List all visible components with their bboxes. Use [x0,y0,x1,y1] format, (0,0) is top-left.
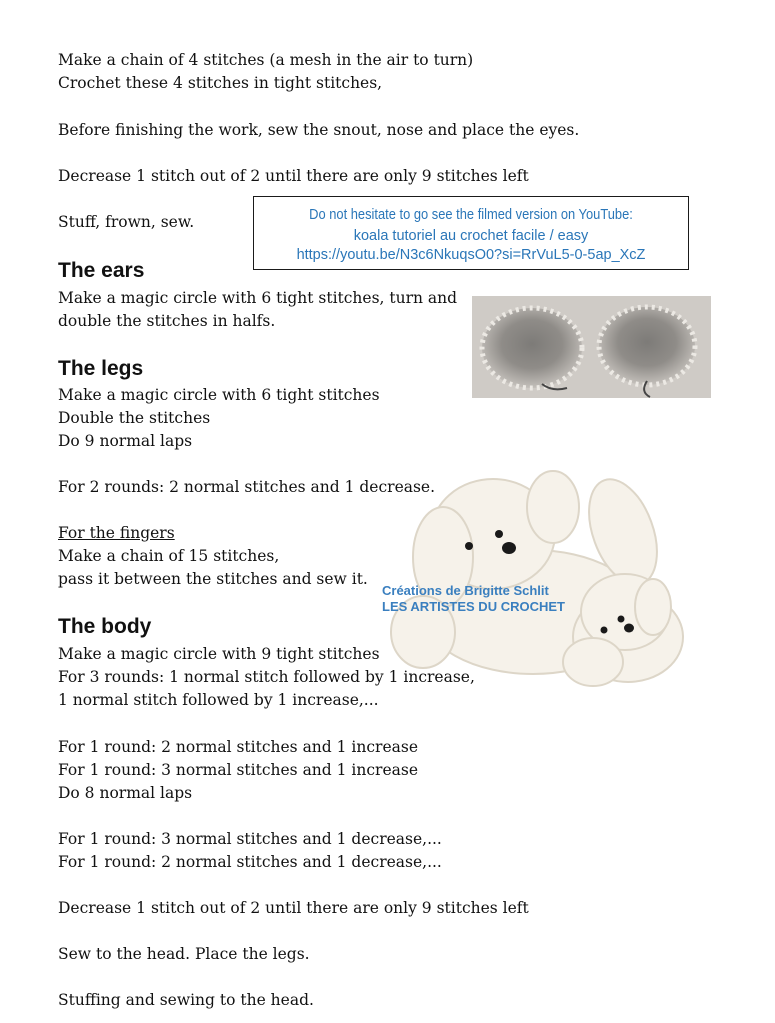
text-line: Stuff, frown, sew. [58,213,195,231]
text-line: Sew to the head. Place the legs. [58,945,310,963]
text-line: Stuffing and sewing to the head. [58,991,314,1009]
text-line: For 1 round: 3 normal stitches and 1 decrease,... [58,830,442,848]
text-line: Make a chain of 15 stitches, [58,547,280,565]
big-dog-ear-right [527,471,579,543]
text-line: Make a magic circle with 6 tight stitches [58,386,380,404]
text-line: Crochet these 4 stitches in tight stitches, [58,74,383,92]
youtube-notice-text: Do not hesitate to go see the filmed version on YouTube: [309,206,633,223]
section-heading-body: The body [58,615,152,638]
video-title: koala tutoriel au crochet facile / easy [353,228,589,244]
text-line: For 1 round: 2 normal stitches and 1 increase [58,738,418,756]
text-line: Make a magic circle with 6 tight stitches, turn and [58,289,458,307]
subheading-fingers: For the fingers [58,524,175,542]
big-dog-eye-right [495,530,503,538]
text-line: For 3 rounds: 1 normal stitch followed by 1 increase, [58,668,475,686]
text-line: For 1 round: 3 normal stitches and 1 increase [58,761,418,779]
text-line: Decrease 1 stitch out of 2 until there are only 9 stitches left [58,899,529,917]
small-dog-eye-right [618,616,625,623]
text-line: Make a magic circle with 9 tight stitches [58,645,380,663]
photo-credit [382,583,565,615]
text-line: Make a chain of 4 stitches (a mesh in the air to turn) [58,51,474,69]
small-dog-ear [635,579,671,635]
text-line: Double the stitches [58,409,211,427]
plush-dogs-photo [383,462,695,694]
big-dog-eye-left [465,542,473,550]
text-line: Do 8 normal laps [58,784,193,802]
ear-left [482,308,582,388]
text-line: Decrease 1 stitch out of 2 until there are only 9 stitches left [58,167,529,185]
text-line: Before finishing the work, sew the snout, nose and place the eyes. [58,121,580,139]
credit-group: LES ARTISTES DU CROCHET [382,599,565,614]
youtube-notice-box [253,196,689,270]
credit-author: Créations de Brigitte Schlit [382,583,549,598]
ears-photo [472,296,711,398]
section-heading-ears: The ears [58,259,145,282]
text-line: Do 9 normal laps [58,432,193,450]
small-dog-nose [624,624,634,633]
small-dog-paw [563,638,623,686]
text-line: pass it between the stitches and sew it. [58,570,368,588]
text-line: For 2 rounds: 2 normal stitches and 1 decrease. [58,478,436,496]
small-dog-eye-left [601,627,608,634]
text-line: For 1 round: 2 normal stitches and 1 decrease,... [58,853,442,871]
section-heading-legs: The legs [58,357,144,380]
big-dog-nose [502,542,516,554]
youtube-link[interactable]: https://youtu.be/N3c6NkuqsO0?si=RrVuL5-0-5ap_XcZ [296,247,646,263]
text-line: double the stitches in halfs. [58,312,276,330]
text-line: 1 normal stitch followed by 1 increase,... [58,691,379,709]
